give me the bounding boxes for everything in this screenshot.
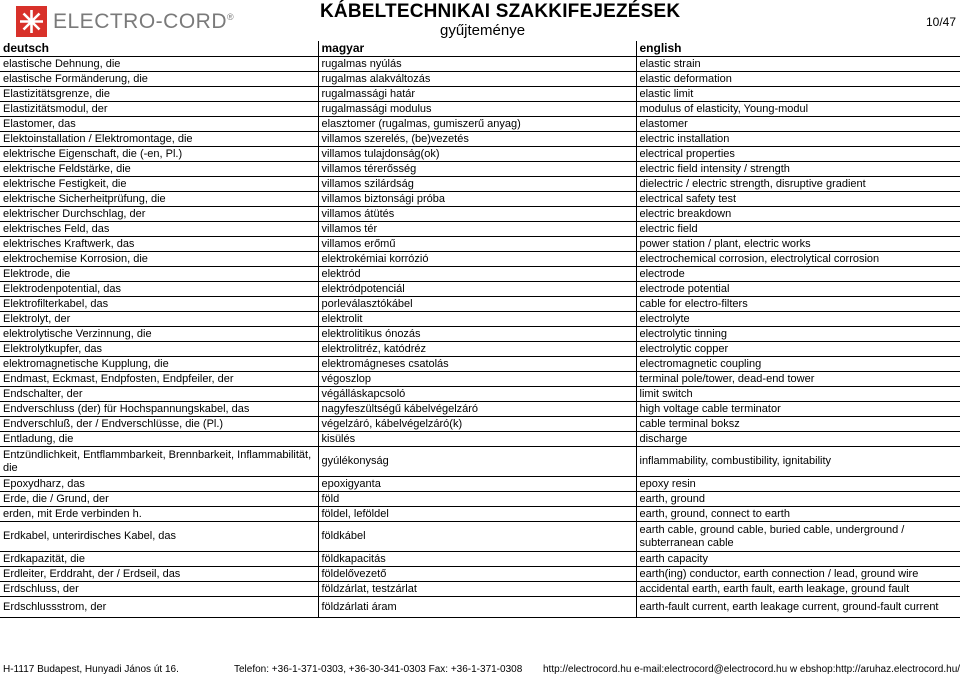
cell-magyar: rugalmas nyúlás (318, 57, 636, 72)
table-row (0, 567, 960, 582)
page-header (0, 0, 960, 42)
table-header-row (0, 41, 960, 57)
cell-english: electric field intensity / strength (636, 162, 960, 177)
cell-magyar: villamos szilárdság (318, 177, 636, 192)
cell-magyar: végálláskapcsoló (318, 387, 636, 402)
cell-deutsch: Entzündlichkeit, Entflammbarkeit, Brennbarkeit, Inflammabilität, die (0, 447, 318, 477)
cell-deutsch: erden, mit Erde verbinden h. (0, 507, 318, 522)
table-row (0, 417, 960, 432)
cell-deutsch: Elektrodenpotential, das (0, 282, 318, 297)
document-subtitle: gyűjteménye (440, 22, 526, 39)
cell-english: elastic limit (636, 87, 960, 102)
table-row (0, 357, 960, 372)
cell-magyar: rugalmassági modulus (318, 102, 636, 117)
cell-deutsch: Elektrode, die (0, 267, 318, 282)
cell-deutsch: Elektrolyt, der (0, 312, 318, 327)
cell-english: earth, ground (636, 492, 960, 507)
cell-english: cable for electro-filters (636, 297, 960, 312)
table-row (0, 192, 960, 207)
table-row (0, 102, 960, 117)
cell-english: epoxy resin (636, 477, 960, 492)
cell-magyar: elektrolitréz, katódréz (318, 342, 636, 357)
cell-magyar: elektródpotenciál (318, 282, 636, 297)
table-row (0, 432, 960, 447)
cell-magyar: kisülés (318, 432, 636, 447)
cell-english: earth(ing) conductor, earth connection / lead, ground wire (636, 567, 960, 582)
table-row (0, 387, 960, 402)
table-row (0, 177, 960, 192)
cell-magyar: elektrolit (318, 312, 636, 327)
cell-deutsch: elektrische Sicherheitprüfung, die (0, 192, 318, 207)
cell-magyar: elasztomer (rugalmas, gumiszerű anyag) (318, 117, 636, 132)
glossary-table (0, 41, 960, 618)
cell-magyar: villamos tulajdonság(ok) (318, 147, 636, 162)
cell-deutsch: Elastomer, das (0, 117, 318, 132)
table-row (0, 252, 960, 267)
table-row (0, 372, 960, 387)
cell-english: electrochemical corrosion, electrolytical corrosion (636, 252, 960, 267)
cell-magyar: földelővezető (318, 567, 636, 582)
cell-magyar: földkapacitás (318, 552, 636, 567)
cell-deutsch: Epoxydharz, das (0, 477, 318, 492)
cell-deutsch: Entladung, die (0, 432, 318, 447)
cell-english: earth cable, ground cable, buried cable, underground / subterranean cable (636, 522, 960, 552)
table-row (0, 282, 960, 297)
cell-deutsch: elektrische Festigkeit, die (0, 177, 318, 192)
cell-english: inflammability, combustibility, ignitability (636, 447, 960, 477)
cell-deutsch: Elektrofilterkabel, das (0, 297, 318, 312)
cell-english: earth, ground, connect to earth (636, 507, 960, 522)
cell-english: electromagnetic coupling (636, 357, 960, 372)
cell-deutsch: Erdleiter, Erddraht, der / Erdseil, das (0, 567, 318, 582)
logo-registered-mark: ® (227, 11, 235, 22)
cell-english: electrical properties (636, 147, 960, 162)
cell-magyar: porleválasztókábel (318, 297, 636, 312)
table-row (0, 477, 960, 492)
cell-english: elastomer (636, 117, 960, 132)
cell-deutsch: Elektrolytkupfer, das (0, 342, 318, 357)
table-row (0, 237, 960, 252)
cell-magyar: villamos tér (318, 222, 636, 237)
table-row (0, 552, 960, 567)
table-row (0, 72, 960, 87)
table-row (0, 147, 960, 162)
table-row (0, 447, 960, 477)
cell-english: earth-fault current, earth leakage current, ground-fault current (636, 597, 960, 618)
page-number: 10/47 (925, 15, 956, 29)
cell-magyar: föld (318, 492, 636, 507)
cell-deutsch: Endmast, Eckmast, Endpfosten, Endpfeiler, der (0, 372, 318, 387)
cell-magyar: végelzáró, kábelvégelzáró(k) (318, 417, 636, 432)
cell-magyar: villamos átütés (318, 207, 636, 222)
logo-mark-icon (16, 6, 47, 37)
cell-magyar: gyúlékonyság (318, 447, 636, 477)
table-row (0, 162, 960, 177)
cell-magyar: végoszlop (318, 372, 636, 387)
cell-deutsch: elastische Dehnung, die (0, 57, 318, 72)
cell-deutsch: Erdschluss, der (0, 582, 318, 597)
footer-web: http://electrocord.hu e-mail:electrocord@electrocord.hu w ebshop:http://aruhaz.electrocord.hu/ (543, 664, 960, 675)
cell-english: earth capacity (636, 552, 960, 567)
cell-deutsch: elektrisches Kraftwerk, das (0, 237, 318, 252)
cell-deutsch: Elektoinstallation / Elektromontage, die (0, 132, 318, 147)
cell-magyar: rugalmas alakváltozás (318, 72, 636, 87)
cell-english: modulus of elasticity, Young-modul (636, 102, 960, 117)
table-row (0, 297, 960, 312)
table-row (0, 582, 960, 597)
column-header-english: english (636, 41, 960, 57)
cell-english: electrode potential (636, 282, 960, 297)
cell-magyar: nagyfeszültségű kábelvégelzáró (318, 402, 636, 417)
cell-magyar: elektrolitikus ónozás (318, 327, 636, 342)
cell-magyar: villamos térerősség (318, 162, 636, 177)
cell-magyar: elektród (318, 267, 636, 282)
cell-english: electric field (636, 222, 960, 237)
footer-address: H-1117 Budapest, Hunyadi János út 16. (3, 664, 179, 675)
cell-deutsch: elektrische Feldstärke, die (0, 162, 318, 177)
cell-deutsch: Elastizitätsmodul, der (0, 102, 318, 117)
column-header-deutsch: deutsch (0, 41, 318, 57)
cell-deutsch: Elastizitätsgrenze, die (0, 87, 318, 102)
cell-english: electrolytic copper (636, 342, 960, 357)
table-row (0, 402, 960, 417)
table-row (0, 87, 960, 102)
cell-magyar: rugalmassági határ (318, 87, 636, 102)
cell-deutsch: elektrisches Feld, das (0, 222, 318, 237)
cell-magyar: villamos szerelés, (be)vezetés (318, 132, 636, 147)
document-title: KÁBELTECHNIKAI SZAKKIFEJEZÉSEK (320, 1, 681, 22)
cell-magyar: földzárlat, testzárlat (318, 582, 636, 597)
table-row (0, 342, 960, 357)
cell-magyar: földel, leföldel (318, 507, 636, 522)
cell-deutsch: elektrochemise Korrosion, die (0, 252, 318, 267)
cell-magyar: elektromágneses csatolás (318, 357, 636, 372)
logo-text: ELECTRO-CORD (53, 9, 228, 33)
table-row (0, 597, 960, 618)
cell-english: electric breakdown (636, 207, 960, 222)
cell-english: terminal pole/tower, dead-end tower (636, 372, 960, 387)
cell-deutsch: Erde, die / Grund, der (0, 492, 318, 507)
table-row (0, 57, 960, 72)
cell-english: electrolytic tinning (636, 327, 960, 342)
cell-magyar: villamos biztonsági próba (318, 192, 636, 207)
table-row (0, 327, 960, 342)
cell-english: elastic deformation (636, 72, 960, 87)
cell-deutsch: elektrischer Durchschlag, der (0, 207, 318, 222)
column-header-magyar: magyar (318, 41, 636, 57)
cell-english: electric installation (636, 132, 960, 147)
cell-deutsch: Erdkapazität, die (0, 552, 318, 567)
cell-magyar: villamos erőmű (318, 237, 636, 252)
table-row (0, 267, 960, 282)
cell-english: electrical safety test (636, 192, 960, 207)
cell-magyar: elektrokémiai korrózió (318, 252, 636, 267)
table-row (0, 132, 960, 147)
footer-phone: Telefon: +36-1-371-0303, +36-30-341-0303 Fax: +36-1-371-0308 (234, 664, 523, 675)
page-footer (0, 664, 960, 678)
cell-deutsch: elastische Formänderung, die (0, 72, 318, 87)
cell-english: high voltage cable terminator (636, 402, 960, 417)
cell-deutsch: Endverschluss (der) für Hochspannungskabel, das (0, 402, 318, 417)
company-logo (16, 6, 234, 37)
cell-english: limit switch (636, 387, 960, 402)
cell-english: electrode (636, 267, 960, 282)
cell-deutsch: Endverschluß, der / Endverschlüsse, die (Pl.) (0, 417, 318, 432)
cell-english: dielectric / electric strength, disruptive gradient (636, 177, 960, 192)
cell-english: accidental earth, earth fault, earth leakage, ground fault (636, 582, 960, 597)
cell-english: cable terminal boksz (636, 417, 960, 432)
cell-deutsch: elektrolytische Verzinnung, die (0, 327, 318, 342)
cell-magyar: földzárlati áram (318, 597, 636, 618)
cell-english: electrolyte (636, 312, 960, 327)
cell-english: elastic strain (636, 57, 960, 72)
table-row (0, 207, 960, 222)
table-row (0, 522, 960, 552)
table-row (0, 492, 960, 507)
cell-deutsch: elektrische Eigenschaft, die (-en, Pl.) (0, 147, 318, 162)
table-row (0, 222, 960, 237)
cell-deutsch: Endschalter, der (0, 387, 318, 402)
cell-english: power station / plant, electric works (636, 237, 960, 252)
table-row (0, 507, 960, 522)
table-row (0, 117, 960, 132)
cell-deutsch: Erdkabel, unterirdisches Kabel, das (0, 522, 318, 552)
cell-magyar: földkábel (318, 522, 636, 552)
cell-english: discharge (636, 432, 960, 447)
cell-deutsch: Erdschlussstrom, der (0, 597, 318, 618)
table-row (0, 312, 960, 327)
cell-deutsch: elektromagnetische Kupplung, die (0, 357, 318, 372)
cell-magyar: epoxigyanta (318, 477, 636, 492)
